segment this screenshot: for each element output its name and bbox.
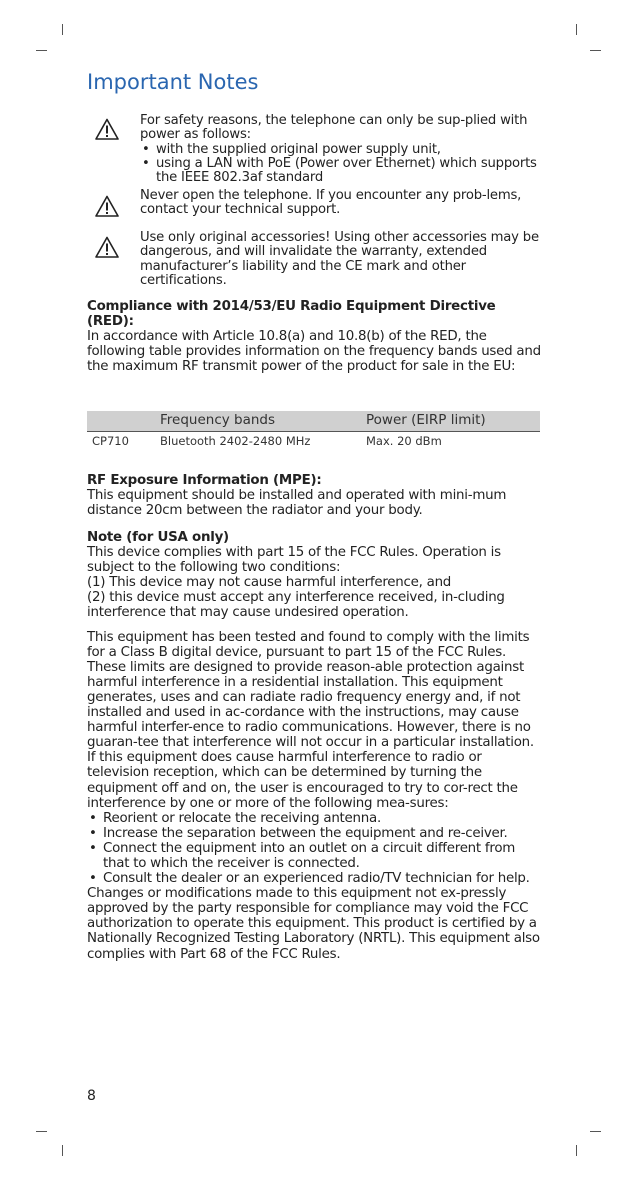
bullet-list (140, 143, 540, 186)
warning-triangle-icon (95, 195, 119, 217)
paragraph: This equipment has been tested and found to comply with the limits for a Class B digital device, pursuant to part 15 of the FCC Rules. These limits are designed to provide reason-able protection against harmful interference in a residential installation. This equipment generates, uses and can radiate radio frequency energy and, if not installed and used in ac-cordance with the instructions, may cause harmful interfer-ence to radio communications. However, there is no guaran-tee that interference will not occur in a particular installation. If this equipment does cause harmful interference to radio or television reception, which can be determined by turning the equipment off and on, the user is encouraged to try to cor-rect the interference by one or more of the following mea-sures: (87, 629, 534, 811)
page-number: 8 (87, 1088, 96, 1104)
paragraph: Changes or modifications made to this equipment not ex-pressly approved by the party responsible for compliance may void the FCC authorization to operate this equipment. This product is certified by a Nationally Recognized Testing Laboratory (NRTL). This equipment also complies with Part 68 of the FCC Rules. (87, 886, 540, 962)
section-heading: RF Exposure Information (MPE): (87, 473, 322, 488)
crop-mark (36, 50, 47, 51)
paragraph: In accordance with Article 10.8(a) and 10.8(b) of the RED, the following table provides information on the frequency bands used and the maximum RF transmit power of the product for sale in the EU: (87, 329, 541, 375)
crop-mark (590, 1131, 601, 1132)
list-item: • Increase the separation between the equipment and re-ceiver. (87, 826, 542, 841)
section-heading: Note (for USA only) (87, 530, 229, 545)
crop-mark (576, 1145, 577, 1156)
rf-exposure-section (87, 473, 542, 518)
crop-mark (36, 1131, 47, 1132)
paragraph: (1) This device may not cause harmful interference, and (87, 575, 452, 591)
warning-triangle-icon (95, 118, 119, 140)
crop-mark (62, 1145, 63, 1156)
list-item: • Consult the dealer or an experienced radio/TV technician for help. (87, 871, 542, 886)
section-heading: Compliance with 2014/53/EU Radio Equipment Directive (RED): (87, 299, 496, 330)
table-row (87, 432, 540, 450)
frequency-table (87, 411, 540, 450)
list-item: • Reorient or relocate the receiving antenna. (87, 811, 542, 826)
table-header (87, 411, 540, 432)
paragraph: This equipment should be installed and operated with mini-mum distance 20cm between the radiator and your body. (87, 488, 507, 519)
list-item: • Connect the equipment into an outlet on a circuit different from that to which the receiver is connected. (87, 841, 542, 871)
warning-text (140, 114, 540, 185)
warning-paragraph: Never open the telephone. If you encounter any prob-lems, contact your technical support. (140, 188, 522, 218)
paragraph: This device complies with part 15 of the FCC Rules. Operation is subject to the following two conditions: (87, 545, 501, 576)
column-header: Power (EIRP limit) (366, 412, 486, 428)
warning-paragraph: For safety reasons, the telephone can only be sup-plied with power as follows: (140, 113, 528, 143)
usa-note-section (87, 530, 542, 962)
column-header: Frequency bands (160, 412, 276, 428)
page-title: Important Notes (87, 70, 259, 94)
table-cell: CP710 (92, 434, 129, 448)
bullet-list (87, 811, 542, 886)
crop-mark (576, 24, 577, 35)
crop-mark (590, 50, 601, 51)
warning-triangle-icon (95, 236, 119, 258)
paragraph: (2) this device must accept any interference received, in-cluding interference that may cause undesired operation. (87, 590, 505, 621)
warning-paragraph: Use only original accessories! Using other accessories may be dangerous, and will invalidate the warranty, extended manufacturer’s liability and the CE mark and other certifications. (140, 230, 539, 288)
compliance-section (87, 299, 542, 374)
list-item: • using a LAN with PoE (Power over Ethernet) which supports the IEEE 802.3af standard (140, 157, 540, 186)
crop-mark (62, 24, 63, 35)
table-cell: Bluetooth 2402-2480 MHz (160, 434, 311, 448)
list-item: • with the supplied original power supply unit, (140, 143, 540, 157)
table-cell: Max. 20 dBm (366, 434, 442, 448)
